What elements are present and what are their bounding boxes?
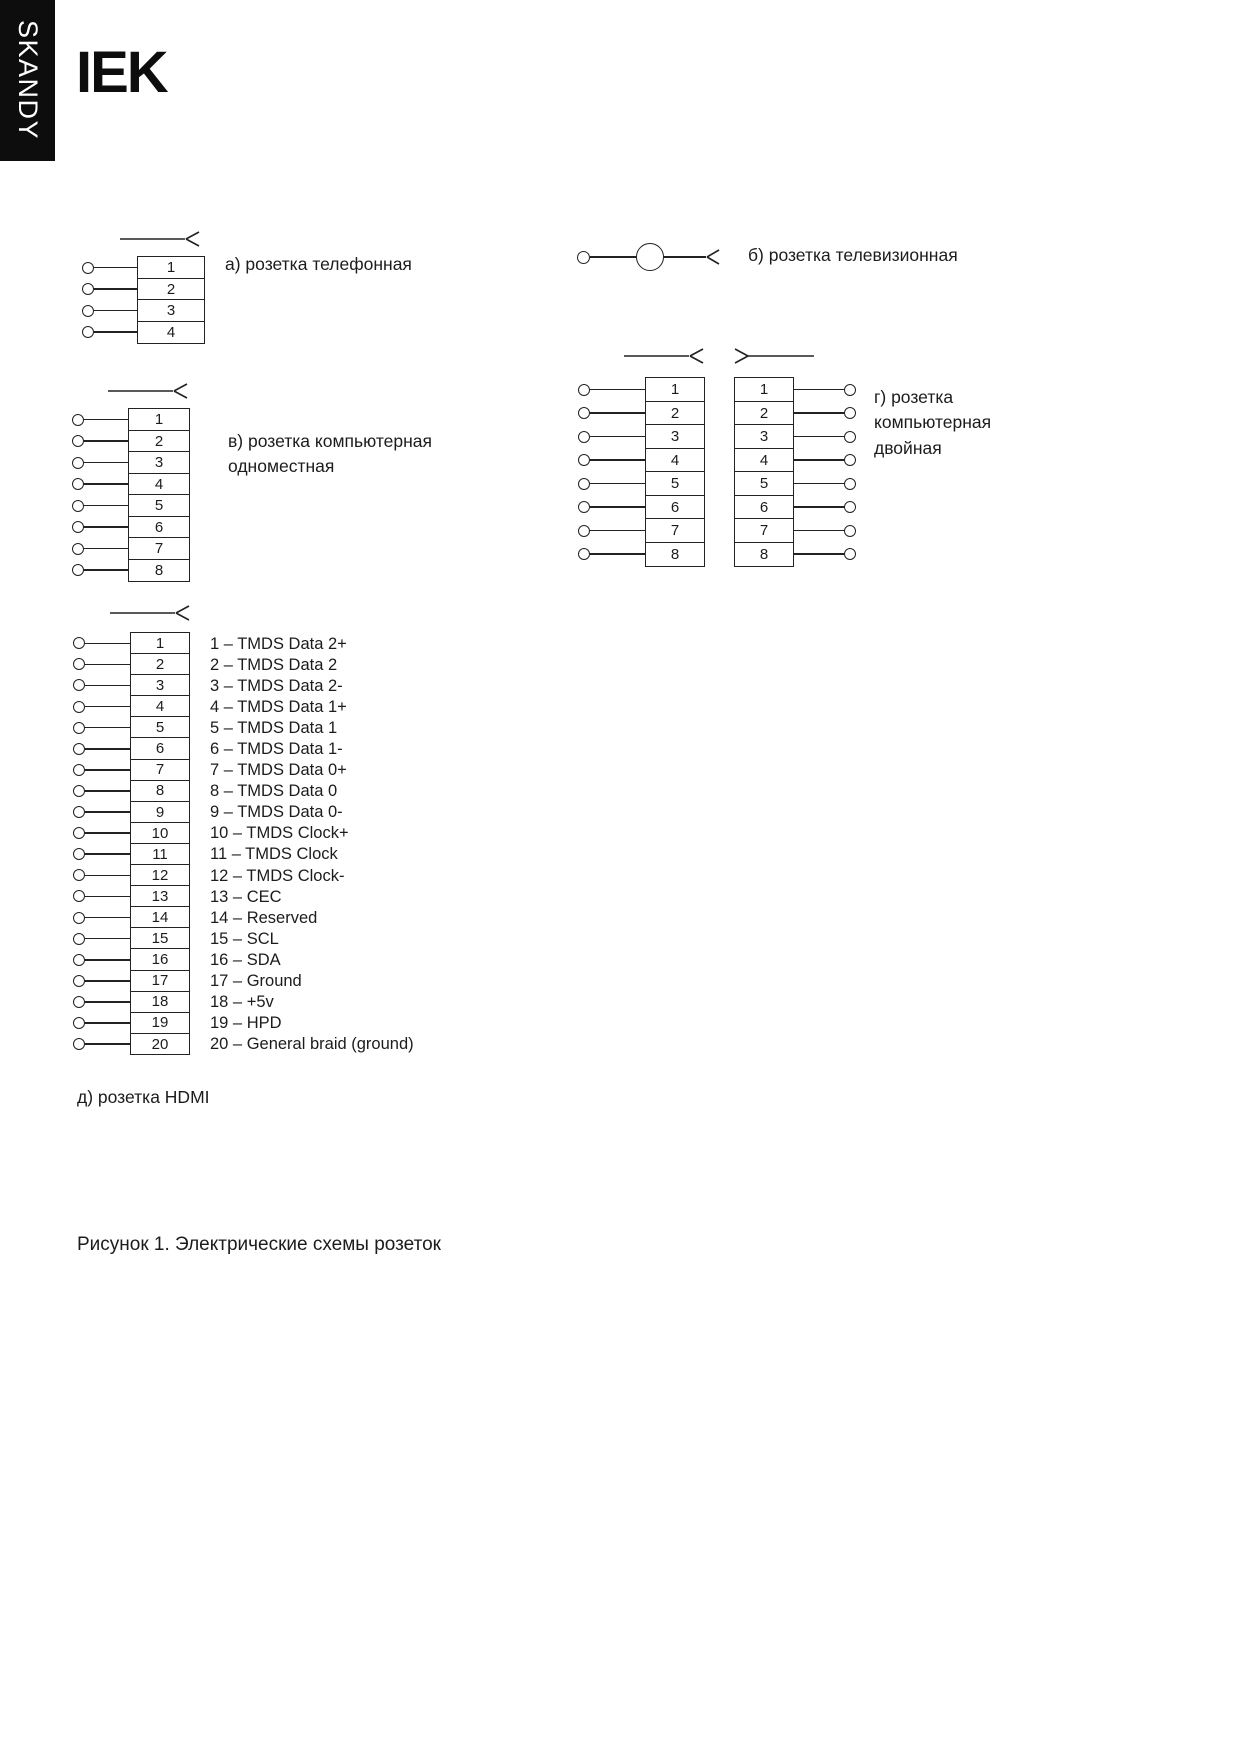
wire [84,505,128,507]
pin-row [578,518,705,543]
pin-row [72,537,190,560]
iek-logo: IEK [76,40,167,105]
terminal-circle [73,975,85,987]
pin-number-cell: 11 [130,843,190,866]
pin-row [578,448,705,473]
hdmi-legend-line: 19 – HPD [210,1013,282,1032]
hdmi-legend-line: 14 – Reserved [210,908,318,927]
pin-number-cell: 9 [130,801,190,824]
terminal-circle [72,564,84,576]
pin-number-cell: 6 [645,495,705,520]
hdmi-legend-line: 3 – TMDS Data 2- [210,677,343,696]
pin-row [72,430,190,453]
pin-number-cell: 4 [130,695,190,718]
wire [794,459,844,461]
wire [794,389,844,391]
hdmi-legend-line: 1 – TMDS Data 2+ [210,635,347,654]
pin-row [73,1012,190,1035]
terminal-circle [73,701,85,713]
pin-number-cell: 20 [130,1033,190,1056]
hdmi-legend-line: 2 – TMDS Data 2 [210,656,338,675]
hdmi-legend-line: 16 – SDA [210,950,281,969]
pin-row [73,991,190,1014]
wire [85,917,130,919]
terminal-circle [73,658,85,670]
terminal-circle [578,501,590,513]
terminal-circle [578,454,590,466]
pin-row [73,843,190,866]
terminal-circle [844,548,856,560]
pin-number-cell: 6 [128,516,190,539]
pin-row [73,927,190,950]
pin-number-cell: 5 [128,494,190,517]
terminal-circle [844,478,856,490]
hdmi-legend-line: 17 – Ground [210,971,302,990]
terminal-circle [82,283,94,295]
pin-row [734,424,856,449]
wire [590,483,645,485]
terminal-circle [73,1038,85,1050]
terminal-circle [577,251,590,264]
pin-row [73,864,190,887]
pin-row [73,822,190,845]
tv-socket-diagram [577,243,720,271]
pin-number-cell: 7 [130,759,190,782]
wire [84,526,128,528]
figure-caption: Рисунок 1. Электрические схемы розеток [77,1234,441,1255]
pin-row [73,737,190,760]
wire [85,938,130,940]
wire [85,748,130,750]
pin-row [73,759,190,782]
pin-row [72,494,190,517]
wire [85,790,130,792]
terminal-circle [578,478,590,490]
wire [794,506,844,508]
pin-row [734,401,856,426]
terminal-circle [72,457,84,469]
wire [85,896,130,898]
wire [94,310,137,312]
hdmi-legend-line: 7 – TMDS Data 0+ [210,761,347,780]
terminal-circle [578,548,590,560]
pin-number-cell: 2 [645,401,705,426]
plug-connector-icon [734,346,814,366]
wire [85,769,130,771]
pin-number-cell: 5 [645,471,705,496]
pin-row [72,559,190,582]
pin-number-cell: 4 [734,448,794,473]
pin-row [72,473,190,496]
pin-number-cell: 18 [130,991,190,1014]
hdmi-legend-line: 10 – TMDS Clock+ [210,824,349,843]
pin-number-cell: 3 [645,424,705,449]
pin-number-cell: 8 [734,542,794,567]
pin-row [734,495,856,520]
pin-row [578,495,705,520]
pin-row [578,377,705,402]
terminal-circle [73,890,85,902]
pin-row [73,970,190,993]
wire [590,459,645,461]
socket-connector-icon [120,229,200,249]
pin-number-cell: 10 [130,822,190,845]
pin-row [73,1033,190,1056]
pin-number-cell: 5 [130,716,190,739]
terminal-circle [578,431,590,443]
hdmi-legend-line: 11 – TMDS Clock [210,845,338,864]
pin-row [578,542,705,567]
wire [94,331,137,333]
pin-number-cell: 12 [130,864,190,887]
pin-row [73,632,190,655]
pin-row [734,471,856,496]
pin-number-cell: 4 [137,321,205,344]
terminal-circle [73,722,85,734]
pin-number-cell: 7 [645,518,705,543]
pin-number-cell: 17 [130,970,190,993]
wire [85,685,130,687]
pin-number-cell: 3 [137,299,205,322]
terminal-circle [72,478,84,490]
terminal-circle [82,326,94,338]
wire [85,853,130,855]
computer-socket-double-label: г) розетка компьютерная двойная [874,387,992,458]
pin-row [72,408,190,431]
pin-row [73,801,190,824]
terminal-circle [73,637,85,649]
telephone-socket-label: а) розетка телефонная [225,254,412,274]
terminal-circle [73,764,85,776]
hdmi-legend-line: 12 – TMDS Clock- [210,866,345,885]
wire [794,483,844,485]
pin-number-cell: 15 [130,927,190,950]
pin-row [734,448,856,473]
terminal-circle [844,407,856,419]
pin-row [734,518,856,543]
pin-row [578,401,705,426]
wire [84,548,128,550]
pin-number-cell: 2 [137,278,205,301]
hdmi-legend-line: 8 – TMDS Data 0 [210,782,338,801]
wire [85,727,130,729]
pin-row [73,674,190,697]
hdmi-socket-pinbox [73,632,190,1055]
pin-number-cell: 4 [645,448,705,473]
wire [794,412,844,414]
pin-row [82,278,205,301]
wire [84,569,128,571]
pin-number-cell: 2 [130,653,190,676]
terminal-circle [73,679,85,691]
pin-number-cell: 1 [130,632,190,655]
wire [94,288,137,290]
terminal-circle [73,912,85,924]
wire [85,1043,130,1045]
terminal-circle [73,954,85,966]
terminal-circle [73,933,85,945]
terminal-circle [844,384,856,396]
pin-row [72,451,190,474]
wire [590,506,645,508]
pin-number-cell: 3 [130,674,190,697]
terminal-circle [844,525,856,537]
pin-number-cell: 19 [130,1012,190,1035]
pin-row [73,906,190,929]
wire [85,959,130,961]
hdmi-pinout-legend [210,634,414,1055]
terminal-circle [73,785,85,797]
wire [590,256,636,258]
wire [85,811,130,813]
pin-row [72,516,190,539]
terminal-circle [578,384,590,396]
wire [85,643,130,645]
pin-row [73,885,190,908]
terminal-circle [578,407,590,419]
pin-row [73,780,190,803]
pin-number-cell: 1 [645,377,705,402]
pin-row [73,695,190,718]
terminal-circle [72,435,84,447]
wire [85,1022,130,1024]
hdmi-legend-line: 9 – TMDS Data 0- [210,803,343,822]
tv-socket-circle [636,243,664,271]
hdmi-legend-line: 15 – SCL [210,929,279,948]
terminal-circle [73,869,85,881]
terminal-circle [72,414,84,426]
pin-number-cell: 1 [128,408,190,431]
pin-number-cell: 1 [734,377,794,402]
hdmi-legend-line: 5 – TMDS Data 1 [210,719,338,738]
terminal-circle [73,1017,85,1029]
terminal-circle [73,848,85,860]
wire [84,483,128,485]
pin-number-cell: 7 [734,518,794,543]
terminal-circle [844,454,856,466]
hdmi-legend-line: 18 – +5v [210,992,274,1011]
terminal-circle [73,806,85,818]
pin-number-cell: 8 [128,559,190,582]
hdmi-socket-label: д) розетка HDMI [77,1087,210,1107]
pin-number-cell: 2 [128,430,190,453]
hdmi-legend-line: 13 – CEC [210,887,282,906]
wire [664,256,706,258]
socket-connector-icon [108,381,188,401]
pin-row [82,321,205,344]
skandy-banner [0,0,55,161]
hdmi-legend-line: 6 – TMDS Data 1- [210,740,343,759]
pin-number-cell: 8 [130,780,190,803]
terminal-circle [73,996,85,1008]
pin-row [82,256,205,279]
pin-row [73,716,190,739]
hdmi-legend-line: 20 – General braid (ground) [210,1034,414,1053]
terminal-circle [844,431,856,443]
skandy-banner-label: SKANDY [13,20,43,141]
wire [590,553,645,555]
socket-connector-icon [110,603,190,623]
pin-row [578,424,705,449]
terminal-circle [73,827,85,839]
tv-socket-label: б) розетка телевизионная [748,245,958,265]
terminal-circle [82,262,94,274]
pin-number-cell: 13 [130,885,190,908]
terminal-circle [578,525,590,537]
pin-number-cell: 6 [130,737,190,760]
wire [794,436,844,438]
pin-number-cell: 2 [734,401,794,426]
terminal-circle [73,743,85,755]
wire [84,440,128,442]
wire [84,419,128,421]
terminal-circle [72,500,84,512]
computer-socket-double-right-pinbox [734,377,856,567]
pin-number-cell: 6 [734,495,794,520]
pin-row [73,948,190,971]
wire [85,664,130,666]
pin-row [82,299,205,322]
telephone-socket-pinbox [82,256,205,344]
wire [85,832,130,834]
pin-number-cell: 5 [734,471,794,496]
pin-number-cell: 1 [137,256,205,279]
wire [794,530,844,532]
wire [590,530,645,532]
pin-number-cell: 3 [128,451,190,474]
terminal-circle [82,305,94,317]
wire [85,875,130,877]
hdmi-legend-line: 4 – TMDS Data 1+ [210,698,347,717]
socket-connector-icon [624,346,704,366]
pin-row [734,542,856,567]
pin-number-cell: 16 [130,948,190,971]
socket-bracket-icon [706,247,720,267]
terminal-circle [72,543,84,555]
wire [85,1001,130,1003]
wire [590,389,645,391]
pin-row [734,377,856,402]
computer-socket-double-left-pinbox [578,377,705,567]
wire [590,412,645,414]
terminal-circle [844,501,856,513]
computer-socket-single-pinbox [72,408,190,582]
pin-number-cell: 8 [645,542,705,567]
pin-row [73,653,190,676]
wire [794,553,844,555]
terminal-circle [72,521,84,533]
computer-socket-single-label: в) розетка компьютерная одноместная [228,431,432,477]
pin-number-cell: 7 [128,537,190,560]
pin-row [578,471,705,496]
wire [85,706,130,708]
wire [590,436,645,438]
pin-number-cell: 4 [128,473,190,496]
pin-number-cell: 14 [130,906,190,929]
pin-number-cell: 3 [734,424,794,449]
wire [84,462,128,464]
wire [94,267,137,269]
wire [85,980,130,982]
